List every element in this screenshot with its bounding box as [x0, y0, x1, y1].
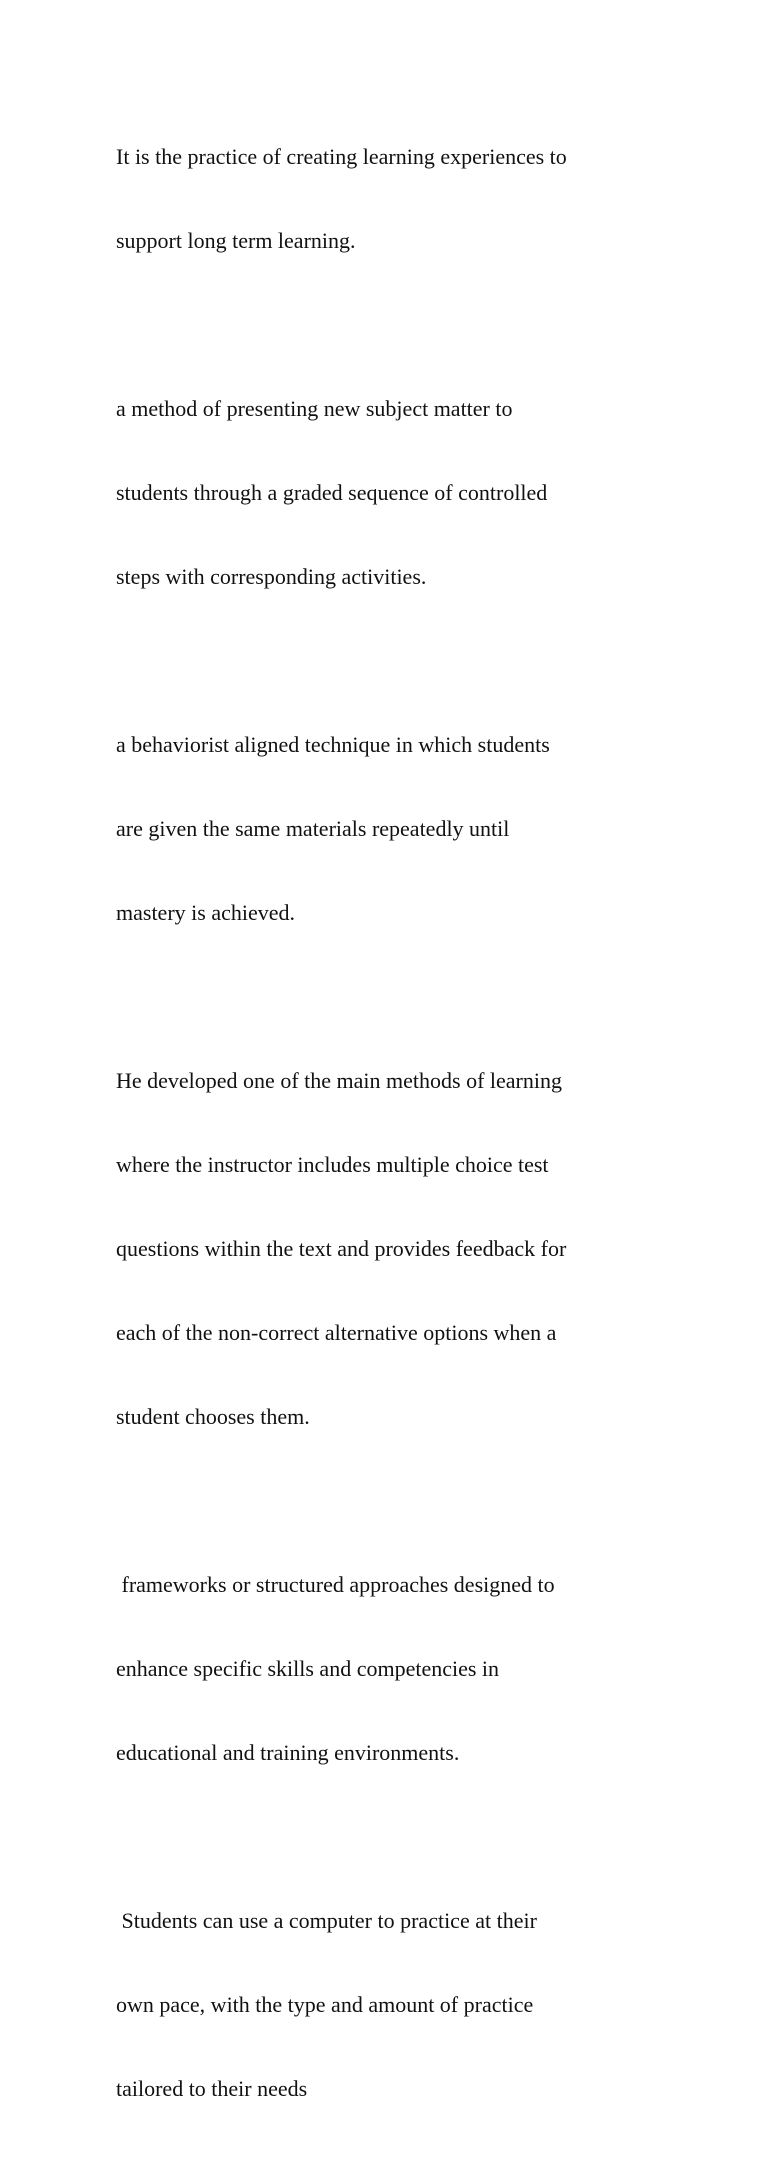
paragraph-line: It is the practice of creating learning experiences to [116, 144, 567, 169]
paragraph-line: student chooses them. [116, 1404, 310, 1429]
paragraph-2 [116, 339, 661, 647]
paragraph-line: own pace, with the type and amount of practice [116, 1992, 534, 2017]
paragraph-line: where the instructor includes multiple choice test [116, 1152, 549, 1177]
paragraph-line: frameworks or structured approaches designed to [116, 1572, 555, 1597]
paragraph-line: steps with corresponding activities. [116, 564, 427, 589]
paragraph-5 [116, 1515, 661, 1823]
paragraph-line: each of the non-correct alternative options when a [116, 1320, 557, 1345]
paragraph-line: a method of presenting new subject matter to [116, 396, 513, 421]
paragraph-line: Students can use a computer to practice at their [116, 1908, 537, 1933]
paragraph-line: are given the same materials repeatedly until [116, 816, 510, 841]
paragraph-line: a behaviorist aligned technique in which students [116, 732, 550, 757]
paragraph-line: He developed one of the main methods of learning [116, 1068, 562, 1093]
paragraph-line: questions within the text and provides feedback for [116, 1236, 567, 1261]
paragraph-line: mastery is achieved. [116, 900, 295, 925]
paragraph-line: enhance specific skills and competencies in [116, 1656, 500, 1681]
paragraph-line: students through a graded sequence of controlled [116, 480, 548, 505]
document-body [116, 87, 661, 2159]
paragraph-4 [116, 1011, 661, 1487]
paragraph-6 [116, 1851, 661, 2159]
paragraph-3 [116, 675, 661, 983]
paragraph-line: support long term learning. [116, 228, 356, 253]
paragraph-1 [116, 87, 661, 311]
paragraph-line: tailored to their needs [116, 2076, 308, 2101]
paragraph-line: educational and training environments. [116, 1740, 460, 1765]
